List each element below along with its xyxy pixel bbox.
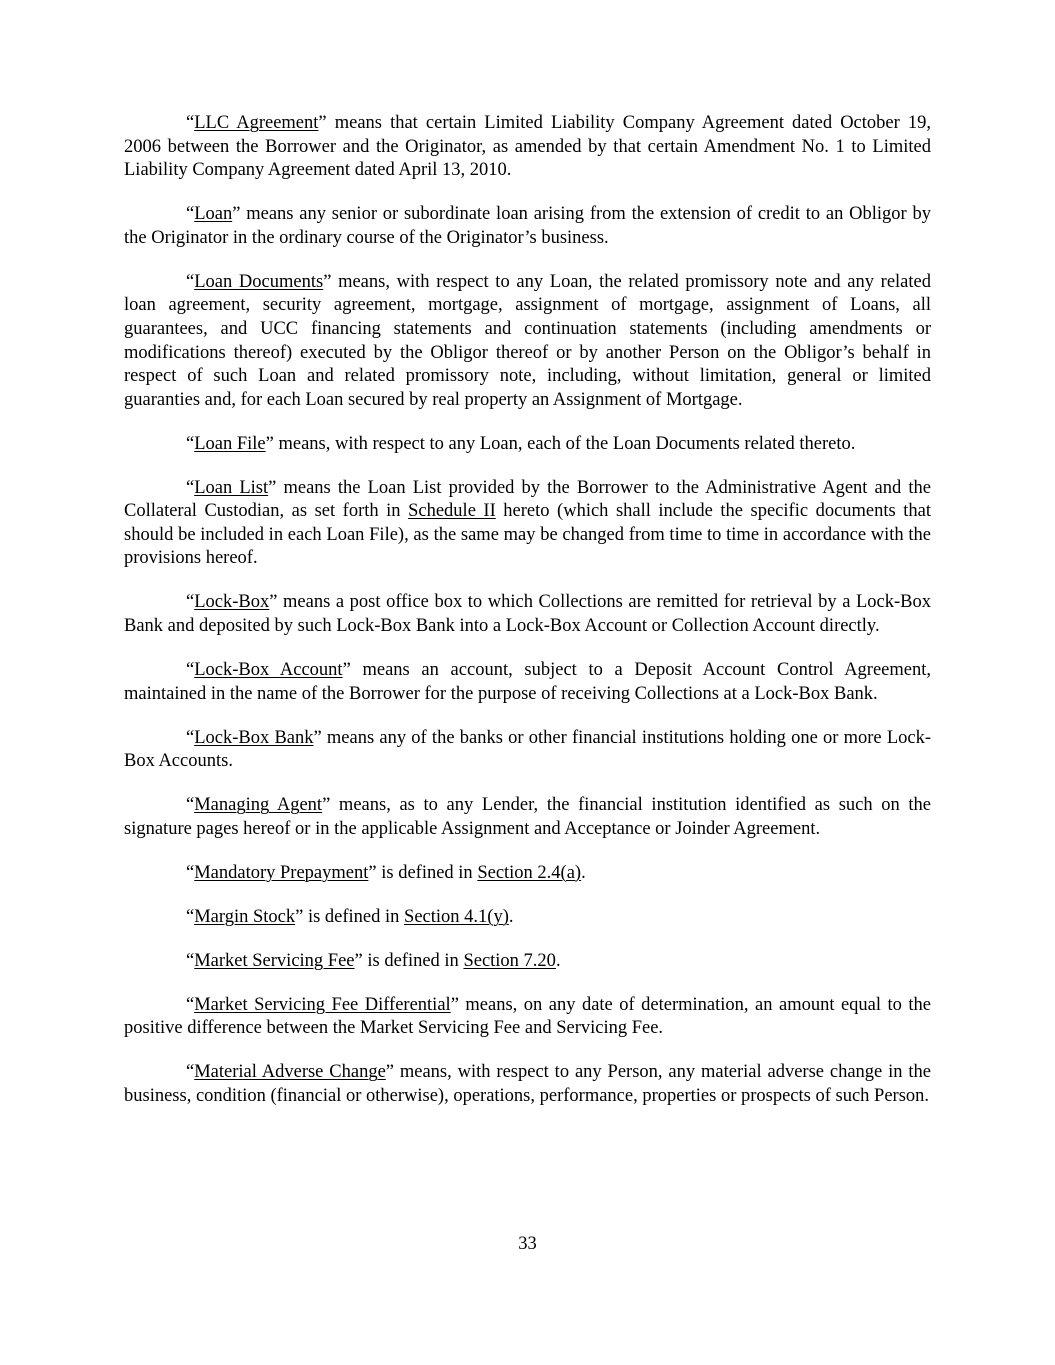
definition-loan (124, 203, 931, 250)
defined-term: Material Adverse Change (194, 1062, 386, 1083)
definition-text: “ (186, 906, 195, 927)
definition-text: ” is defined in (354, 950, 464, 971)
definition-loan-file (124, 433, 931, 457)
defined-term: Loan Documents (194, 271, 324, 292)
definition-market-servicing-fee (124, 950, 931, 974)
definition-text: ” means that certain Limited Liability Company Agreement dated October 19, 2006 between the Borrower and the Originator, as amended by that certain Amendment No. 1 to Limited Liability Company Agreement dated April 13, 2010. (124, 113, 931, 181)
defined-term: Lock-Box Bank (194, 727, 314, 748)
definition-text: “ (186, 862, 195, 883)
defined-term: Lock-Box (194, 592, 270, 613)
definition-text: “ (186, 727, 195, 748)
definition-text: “ (186, 592, 195, 613)
definition-lock-box-bank (124, 727, 931, 774)
page-number: 33 (518, 1234, 537, 1254)
document-page (124, 112, 931, 1129)
defined-term: Loan List (194, 477, 269, 498)
definition-text: . (581, 862, 586, 883)
definition-text: ” means any of the banks or other financial institutions holding one or more Lock-Box Accounts. (124, 727, 931, 772)
definition-text: . (555, 950, 561, 971)
definition-text: ” means, with respect to any Loan, each of the Loan Documents related thereto. (265, 433, 856, 454)
definition-text: “ (186, 477, 195, 498)
defined-term: LLC Agreement (194, 113, 319, 133)
cross-reference: Section 2.4(a) (477, 862, 582, 883)
defined-term: Mandatory Prepayment (194, 862, 369, 883)
definition-lock-box-account (124, 659, 931, 706)
defined-term: Managing Agent (194, 795, 323, 816)
definition-text: ” means, with respect to any Loan, the related promissory note and any related loan agreement, security agreement, mortgage, assignment of mortgage, assignment of Loans, all guarantees, and UCC financing statements and continuation statements (including amendments or modifications thereof) executed by the Obligor thereof or by another Person on the Obligor’s behalf in respect of such Loan and related promissory note, including, without limitation, general or limited guaranties and, for each Loan secured by real property an Assignment of Mortgage. (124, 271, 931, 410)
definition-text: ” means a post office box to which Collections are remitted for retrieval by a Lock-Box Bank and deposited by such Lock-Box Bank into a Lock-Box Account or Collection Account directly. (124, 592, 931, 637)
definition-text: hereto (which shall include the specific documents that should be included in each Loan File), as the same may be changed from time to time in accordance with the provisions hereof. (124, 501, 931, 569)
definition-llc-agreement (124, 112, 931, 183)
definition-text: . (508, 906, 514, 927)
definition-managing-agent (124, 794, 931, 841)
definition-text: ” is defined in (368, 862, 478, 883)
definition-lock-box (124, 591, 931, 638)
definition-text: “ (186, 795, 195, 816)
definition-text: “ (186, 994, 195, 1015)
defined-term: Loan (194, 204, 233, 225)
definition-margin-stock (124, 906, 931, 930)
definition-text: “ (186, 271, 195, 292)
definition-text: “ (186, 433, 195, 454)
definition-text: “ (186, 660, 195, 681)
definition-market-servicing-fee-differential (124, 994, 931, 1041)
definition-loan-documents (124, 271, 931, 413)
definition-text: ” is defined in (295, 906, 405, 927)
definition-text: “ (186, 204, 195, 225)
definition-text: ” means, with respect to any Person, any material adverse change in the business, condition (financial or otherwise), operations, performance, properties or prospects of such Person. (124, 1062, 932, 1106)
definition-text: ” means, as to any Lender, the financial institution identified as such on the signature pages hereof or in the applicable Assignment and Acceptance or Joinder Agreement. (124, 795, 932, 839)
defined-term: Margin Stock (194, 906, 296, 927)
cross-reference: Section 4.1(y) (404, 906, 509, 927)
definition-text: “ (186, 950, 195, 971)
cross-reference: Section 7.20 (463, 950, 556, 971)
definition-text: “ (186, 1062, 195, 1083)
defined-term: Market Servicing Fee Differential (194, 994, 451, 1015)
definition-text: ” means, on any date of determination, an amount equal to the positive difference between the Market Servicing Fee and Servicing Fee. (124, 994, 931, 1039)
cross-reference: Schedule II (408, 501, 496, 522)
definition-mandatory-prepayment (124, 862, 931, 886)
definition-loan-list (124, 477, 931, 571)
definition-text: “ (186, 113, 195, 133)
defined-term: Lock-Box Account (194, 660, 343, 681)
defined-term: Loan File (194, 433, 266, 454)
defined-term: Market Servicing Fee (194, 950, 355, 971)
definition-material-adverse-change (124, 1061, 931, 1108)
definition-text: ” means any senior or subordinate loan arising from the extension of credit to an Obligor by the Originator in the ordinary course of the Originator’s business. (124, 204, 931, 248)
definition-text: ” means an account, subject to a Deposit Account Control Agreement, maintained in the name of the Borrower for the purpose of receiving Collections at a Lock-Box Bank. (124, 660, 932, 704)
definition-text: ” means the Loan List provided by the Borrower to the Administrative Agent and the Collateral Custodian, as set forth in (124, 477, 931, 522)
